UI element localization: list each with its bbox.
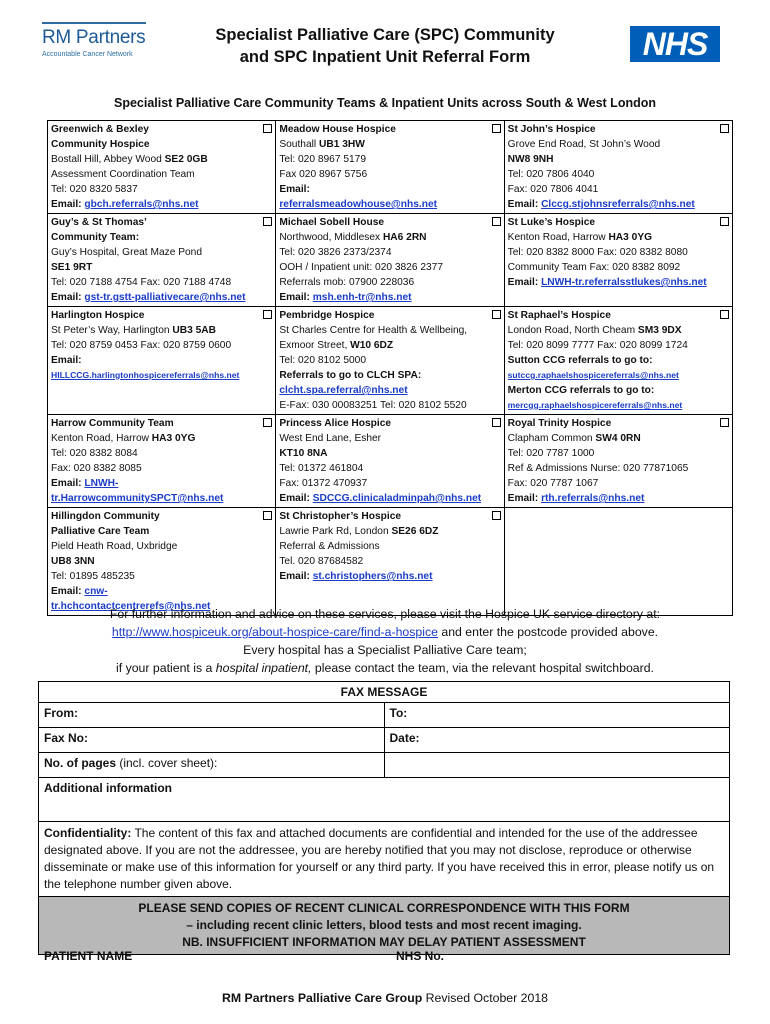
additional-info-field[interactable]: Additional information <box>39 778 730 822</box>
cell-line: Referral & Admissions <box>279 541 380 552</box>
cell-st-raphaels <box>504 307 732 415</box>
select-checkbox[interactable] <box>492 511 501 520</box>
pages-value-field[interactable] <box>384 753 730 778</box>
cell-st-johns <box>504 121 732 214</box>
select-checkbox[interactable] <box>263 310 272 319</box>
info-line-4: if your patient is a hospital inpatient, please contact the team, via the relevant hospital switchboard. <box>116 661 654 675</box>
cell-line: Email: Clccg.stjohnsreferrals@nhs.net <box>507 199 695 210</box>
email-link[interactable]: gst-tr.gstt-palliativecare@nhs.net <box>84 292 246 303</box>
cell-line: St Peter’s Way, Harlington UB3 5AB <box>51 325 216 336</box>
cell-line: SE1 9RT <box>51 262 93 273</box>
cell-line: Bostall Hill, Abbey Wood SE2 0GB <box>51 154 208 165</box>
cell-line: Email: <box>279 184 310 195</box>
cell-line: OOH / Inpatient unit: 020 3826 2377 <box>279 262 444 273</box>
select-checkbox[interactable] <box>263 217 272 226</box>
cell-line: Northwood, Middlesex HA6 2RN <box>279 232 427 243</box>
cell-line: Email: st.christophers@nhs.net <box>279 571 433 582</box>
cell-line: Pield Heath Road, Uxbridge <box>51 541 178 552</box>
title-line-1: Specialist Palliative Care (SPC) Community <box>215 26 555 44</box>
cell-line: Fax 020 8967 5756 <box>279 169 368 180</box>
email-link[interactable]: gbch.referrals@nhs.net <box>84 199 199 210</box>
cell-line: Email: SDCCG.clinicaladminpah@nhs.net <box>279 493 482 504</box>
cell-line: Referrals to go to CLCH SPA: <box>279 370 422 381</box>
correspondence-notice: PLEASE SEND COPIES OF RECENT CLINICAL CORRESPONDENCE WITH THIS FORM – including recent clinic letters, blood tests and most recent imaging. NB. INSUFFICIENT INFORMATION MAY DELAY PATIENT ASSESSMENT <box>39 897 730 955</box>
cell-line: Tel: 020 8099 7777 Fax: 020 8099 1724 <box>507 340 688 351</box>
info-line-3: Every hospital has a Specialist Palliative Care team; <box>243 643 527 657</box>
cell-line: Tel: 020 7787 1000 <box>507 448 595 459</box>
select-checkbox[interactable] <box>720 310 729 319</box>
email-link[interactable]: SDCCG.clinicaladminpah@nhs.net <box>312 493 482 504</box>
cell-line: Exmoor Street, W10 6DZ <box>279 340 394 351</box>
rm-partners-logo <box>42 22 152 58</box>
select-checkbox[interactable] <box>263 418 272 427</box>
cell-line: Fax: 01372 470937 <box>279 478 368 489</box>
cell-name: Greenwich & Bexley <box>51 124 149 135</box>
cell-st-christophers <box>276 508 504 616</box>
nhs-number-label: NHS No. <box>396 949 444 963</box>
cell-line: Email: <box>51 355 82 366</box>
cell-line: St Charles Centre for Health & Wellbeing, <box>279 325 468 336</box>
select-checkbox[interactable] <box>720 124 729 133</box>
cell-line: Fax: 020 8382 8085 <box>51 463 142 474</box>
email-link[interactable]: mercgg.raphaelshospicereferrals@nhs.net <box>507 400 683 410</box>
cell-line: Email: LNWH- <box>51 478 119 489</box>
cell-line: Grove End Road, St John’s Wood <box>507 139 661 150</box>
cell-greenwich-bexley <box>48 121 276 214</box>
info-line-2: http://www.hospiceuk.org/about-hospice-care/find-a-hospice and enter the postcode provided above. <box>111 625 659 639</box>
cell-name: Hillingdon Community <box>51 511 160 522</box>
cell-line: Tel: 020 8382 8000 Fax: 020 8382 8080 <box>507 247 688 258</box>
directory-heading: Specialist Palliative Care Community Teams & Inpatient Units across South & West London <box>113 96 656 110</box>
cell-line: Palliative Care Team <box>51 526 150 537</box>
select-checkbox[interactable] <box>720 418 729 427</box>
title-line-2: and SPC Inpatient Unit Referral Form <box>239 48 531 66</box>
cell-line: Tel: 020 8102 5000 <box>279 355 366 366</box>
cell-guys-st-thomas <box>48 214 276 307</box>
date-field[interactable]: Date: <box>384 728 730 753</box>
cell-name: St Raphael’s Hospice <box>507 310 611 321</box>
cell-line: Community Team Fax: 020 8382 8092 <box>507 262 681 273</box>
cell-line: Community Hospice <box>51 139 150 150</box>
cell-line: Tel: 020 8759 0453 Fax: 020 8759 0600 <box>51 340 232 351</box>
cell-line: Email: cnw- <box>51 586 108 597</box>
cell-line: Assessment Coordination Team <box>51 169 195 180</box>
cell-line: Tel: 020 8320 5837 <box>51 184 138 195</box>
cell-name: Meadow House Hospice <box>279 124 396 135</box>
cell-line: Kenton Road, Harrow HA3 0YG <box>51 433 196 444</box>
cell-name: Royal Trinity Hospice <box>507 418 612 429</box>
email-link[interactable]: clcht.spa.referral@nhs.net <box>279 385 408 396</box>
cell-name: Michael Sobell House <box>279 217 385 228</box>
cell-name: Harrow Community Team <box>51 418 174 429</box>
select-checkbox[interactable] <box>720 217 729 226</box>
info-line-1: For further information and advice on these services, please visit the Hospice UK service directory at: <box>109 607 661 621</box>
cell-line: Tel: 020 7806 4040 <box>507 169 595 180</box>
select-checkbox[interactable] <box>263 511 272 520</box>
select-checkbox[interactable] <box>492 418 501 427</box>
patient-name-label: PATIENT NAME <box>44 949 133 963</box>
cell-name: St Luke’s Hospice <box>507 217 596 228</box>
cell-line: Ref & Admissions Nurse: 020 77871065 <box>507 463 689 474</box>
cell-line: Email: gbch.referrals@nhs.net <box>51 199 199 210</box>
fax-header: FAX MESSAGE <box>39 682 730 703</box>
cell-name: Pembridge Hospice <box>279 310 375 321</box>
cell-michael-sobell <box>276 214 504 307</box>
cell-line: Tel. 020 87684582 <box>279 556 364 567</box>
email-link[interactable]: Clccg.stjohnsreferrals@nhs.net <box>541 199 695 210</box>
email-link[interactable]: rth.referrals@nhs.net <box>541 493 645 504</box>
cell-line: London Road, North Cheam SM3 9DX <box>507 325 682 336</box>
cell-line: Tel: 020 8967 5179 <box>279 154 366 165</box>
cell-st-lukes <box>504 214 732 307</box>
email-link[interactable]: tr.hchcontactcentrerefs@nhs.net <box>51 601 211 612</box>
select-checkbox[interactable] <box>263 124 272 133</box>
email-link[interactable]: referralsmeadowhouse@nhs.net <box>279 199 438 210</box>
cell-line: Email: rth.referrals@nhs.net <box>507 493 645 504</box>
cell-royal-trinity <box>504 415 732 508</box>
select-checkbox[interactable] <box>492 310 501 319</box>
email-link[interactable]: LNWH- <box>84 478 119 489</box>
cell-line: NW8 9NH <box>507 154 554 165</box>
confidentiality-notice: Confidentiality: The content of this fax and attached documents are confidential and intended for the use of the addressee designated above. If you are not the addressee, you are hereby notified that you may not disclose, reproduce or otherwise disseminate or make use of this information for yourself or any third party. If you have received this in error, please notify us on the telephone number given above. <box>39 822 730 897</box>
cell-empty <box>504 508 732 616</box>
page-title <box>180 24 590 68</box>
nhs-logo: NHS <box>630 26 720 62</box>
cell-line: Merton CCG referrals to go to: <box>507 385 655 396</box>
hospice-uk-link[interactable]: http://www.hospiceuk.org/about-hospice-care/find-a-hospice <box>111 625 438 639</box>
hospice-directory-table <box>47 120 733 616</box>
fax-message-form <box>38 681 730 955</box>
cell-line: Email: msh.enh-tr@nhs.net <box>279 292 412 303</box>
cell-pembridge <box>276 307 504 415</box>
cell-name: Princess Alice Hospice <box>279 418 392 429</box>
page-footer: RM Partners Palliative Care Group Revised October 2018 <box>221 991 548 1005</box>
fax-no-field[interactable]: Fax No: <box>39 728 385 753</box>
email-link[interactable]: st.christophers@nhs.net <box>312 571 433 582</box>
cell-name: Harlington Hospice <box>51 310 145 321</box>
cell-line: Tel: 01895 485235 <box>51 571 135 582</box>
email-link[interactable]: msh.enh-tr@nhs.net <box>312 292 412 303</box>
cell-meadow-house <box>276 121 504 214</box>
cell-name: Guy’s & St Thomas’ <box>51 217 147 228</box>
cell-line: Lawrie Park Rd, London SE26 6DZ <box>279 526 439 537</box>
cell-line: Referrals mob: 07900 228036 <box>279 277 415 288</box>
cell-line: Tel: 020 8382 8084 <box>51 448 138 459</box>
cell-line: Community Team: <box>51 232 140 243</box>
cell-line: Clapham Common SW4 0RN <box>507 433 641 444</box>
from-field[interactable]: From: <box>39 703 385 728</box>
email-link[interactable]: cnw- <box>84 586 108 597</box>
cell-line: Fax: 020 7806 4041 <box>507 184 599 195</box>
cell-line: Sutton CCG referrals to go to: <box>507 355 653 366</box>
cell-line: Fax: 020 7787 1067 <box>507 478 599 489</box>
email-link[interactable]: LNWH-tr.referralsstlukes@nhs.net <box>541 277 707 288</box>
cell-line: West End Lane, Esher <box>279 433 382 444</box>
pages-field[interactable]: No. of pages (incl. cover sheet): <box>39 753 385 778</box>
cell-line: KT10 8NA <box>279 448 328 459</box>
cell-line: E-Fax: 030 00083251 Tel: 020 8102 5520 <box>279 400 467 411</box>
cell-line: Tel: 020 7188 4754 Fax: 020 7188 4748 <box>51 277 232 288</box>
cell-line: Kenton Road, Harrow HA3 0YG <box>507 232 653 243</box>
logo-subtitle: Accountable Cancer Network <box>42 51 133 58</box>
logo-bar <box>42 22 146 24</box>
cell-line: Email: gst-tr.gstt-palliativecare@nhs.net <box>51 292 246 303</box>
cell-line: Southall UB1 3HW <box>279 139 365 150</box>
email-link[interactable]: HILLCCG.harlingtonhospicereferrals@nhs.net <box>51 370 240 380</box>
service-directory-info <box>40 605 730 677</box>
cell-harrow-community <box>48 415 276 508</box>
cell-princess-alice <box>276 415 504 508</box>
select-checkbox[interactable] <box>492 124 501 133</box>
cell-line: Guy’s Hospital, Great Maze Pond <box>51 247 202 258</box>
email-link[interactable]: sutccg.raphaelshospicereferrals@nhs.net <box>507 370 679 380</box>
cell-name: St John’s Hospice <box>507 124 596 135</box>
cell-line: Tel: 020 3826 2373/2374 <box>279 247 392 258</box>
cell-line: Tel: 01372 461804 <box>279 463 364 474</box>
email-link[interactable]: tr.HarrowcommunitySPCT@nhs.net <box>51 493 224 504</box>
select-checkbox[interactable] <box>492 217 501 226</box>
logo-name: RM Partners <box>42 27 146 48</box>
cell-line: Email: LNWH-tr.referralsstlukes@nhs.net <box>507 277 707 288</box>
to-field[interactable]: To: <box>384 703 730 728</box>
cell-name: St Christopher’s Hospice <box>279 511 402 522</box>
cell-harlington <box>48 307 276 415</box>
cell-hillingdon <box>48 508 276 616</box>
cell-line: UB8 3NN <box>51 556 95 567</box>
